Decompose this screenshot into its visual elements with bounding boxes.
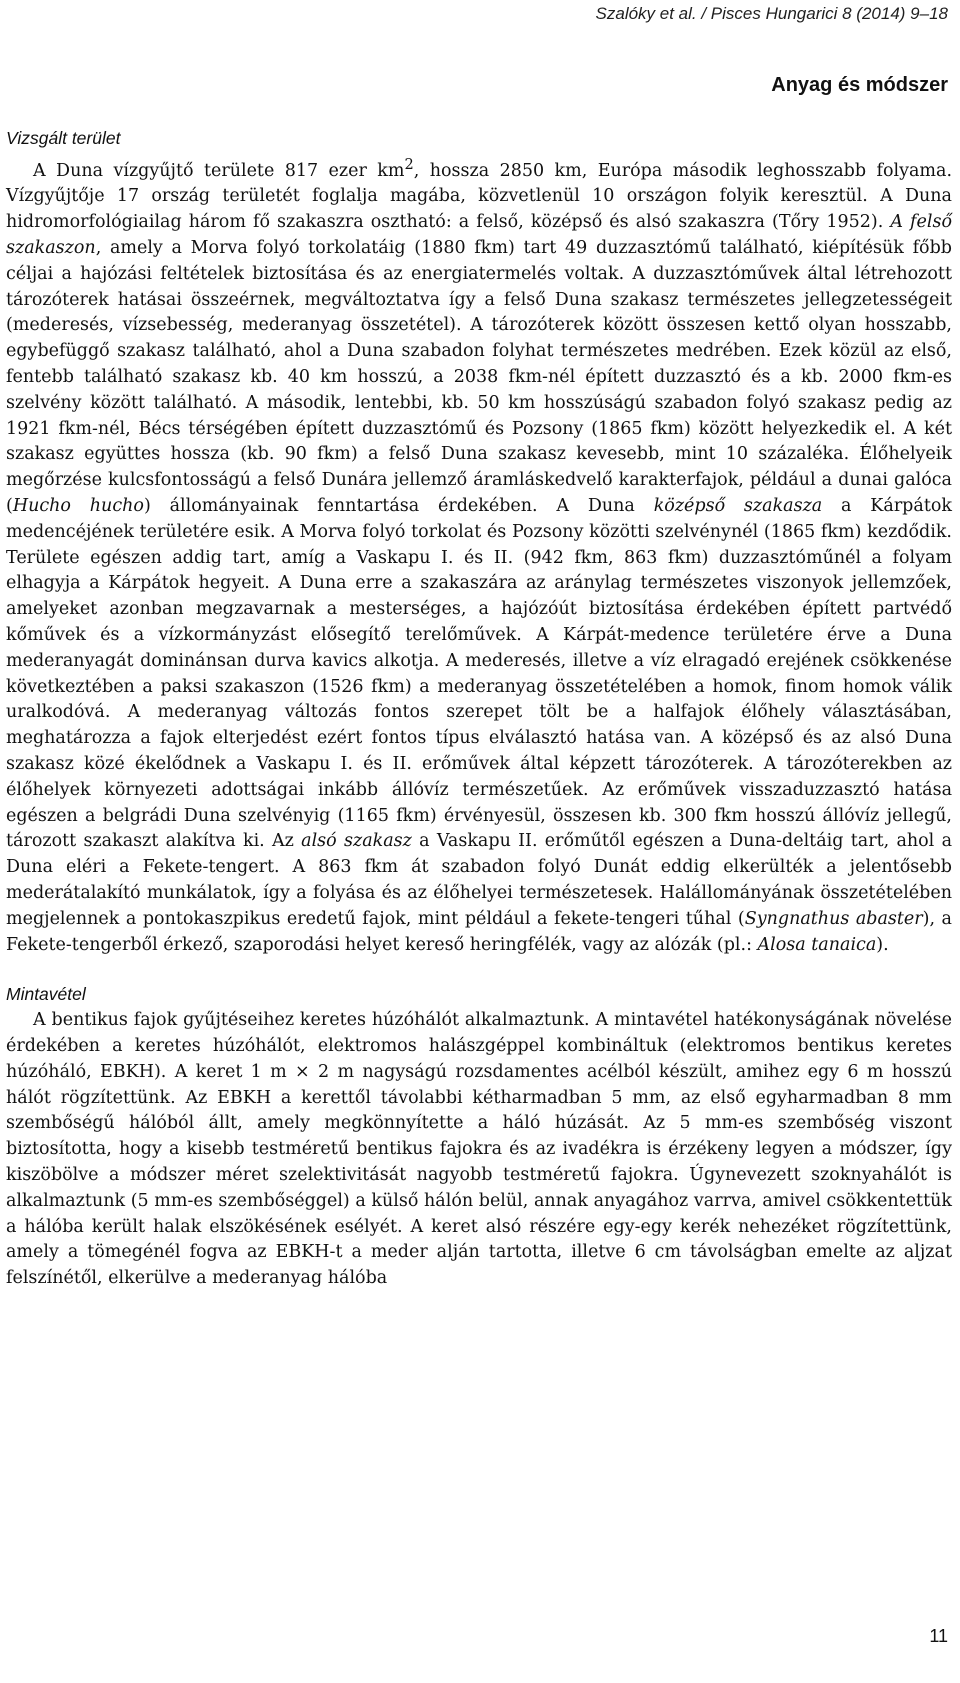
text-run: a Kárpátok medencéjének területére esik. A Morva folyó torkolat és Pozsony közötti szelvénynél (1865 fkm) kezdődik. Területe egészen addig tart, amíg a Vaskapu I. és II. (942 fkm, 863 fkm) duzzasztóműnél a folyam elhagyja a Kárpátok hegyeit. A Duna erre a szakaszára az aránylag természetes viszonyok jellemzőek, amelyeket azonban megzavarnak a mesterséges, a hajózóút biztosítása érdekében épített partvédő kőművek és a vízkormányzást elősegítő terelőművek. A Kárpát-medence területére érve a Duna mederanyagát dominánsan durva kavics alkotja. A mederesés, illetve a víz elragadó erejének csökkenése következtében a paksi szakaszon (1526 fkm) a mederanyag összetételében a homok, finom homok válik uralkodóvá. A mederanyag változás fontos szerepet tölt be a halfajok élőhely választásában, meghatározza a fajok elterjedést ezért fontos típus elválasztó hatása van. A középső és az alsó Duna szakasz közé ékelődnek a Vaskapu I. és II. erőművek által képzett tározóterek. A tározóterekben az élőhelyek környezeti adottságai inkább állóvíz természetűek. Az erőművek visszaduzzasztó hatása egészen a belgrádi Duna szelvényig (1165 fkm) érvényesül, összesen kb. 300 fkm hosszú állóvíz jellegű, tározott szakaszt alakítva ki. Az bbox=[6, 495, 952, 852]
running-head: Szalóky et al. / Pisces Hungarici 8 (2014) 9–18 bbox=[595, 4, 948, 23]
page-number: 11 bbox=[929, 1626, 948, 1646]
species-name: Syngnathus abaster bbox=[744, 908, 923, 929]
species-name: Hucho hucho bbox=[12, 495, 144, 516]
italic-term: középső szakasza bbox=[653, 495, 823, 516]
study-area-paragraph bbox=[6, 152, 952, 959]
text-run: ) állományainak fenntartása érdekében. A Duna bbox=[143, 495, 654, 516]
text-run: A Duna vízgyűjtő területe 817 ezer km bbox=[33, 160, 405, 181]
italic-term: A felső szakaszon bbox=[6, 212, 952, 259]
species-name: Alosa tanaica bbox=[757, 934, 877, 955]
text-run: ). bbox=[876, 934, 889, 955]
article-body bbox=[6, 126, 952, 1292]
text-run: ), a Fekete-tengerből érkező, szaporodási helyet kereső heringfélék, vagy az alózák (pl.: bbox=[6, 908, 952, 955]
section-title: Anyag és módszer bbox=[771, 74, 948, 96]
subsection-heading-study-area: Vizsgált terület bbox=[6, 128, 121, 148]
subsection-heading-sampling: Mintavétel bbox=[6, 984, 86, 1005]
superscript: 2 bbox=[404, 155, 414, 173]
sampling-paragraph: A bentikus fajok gyűjtéseihez keretes húzóhálót alkalmaztunk. A mintavétel hatékonyságának növelése érdekében a keretes húzóhálót, elektromos halászgéppel kombináltuk (elektromos bentikus keretes húzóháló, EBKH). A keret 1 m × 2 m nagyságú rozsdamentes acélból készült, amihez egy 6 m hosszú hálót rögzítettünk. Az EBKH a kerettől távolabbi kétharmadban 5 mm, az első egyharmadban 8 mm szembőségű hálóból állt, amely megkönnyítette a háló húzását. Az 5 mm-es szembőség viszont biztosította, hogy a kisebb testméretű bentikus fajokra és az ivadékra is érzékeny legyen a módszer, így kiszöbölve a módszer méret szelektivitását nagyobb testméretű fajokra. Úgynevezett szoknyahálót is alkalmaztunk (5 mm-es szembőséggel) a külső hálón belül, annak anyagához varrva, amivel csökkentettük a hálóba került halak elszökésének esélyét. A keret alsó részére egy-egy kerék nehezéket rögzítettünk, amely a tömegénél fogva az EBKH-t a meder alján tartotta, illetve 6 cm távolságban emelte az aljzat felszínétől, elkerülve a mederanyag hálóba bbox=[6, 1010, 952, 1289]
italic-term: alsó szakasz bbox=[301, 831, 412, 852]
text-run: , amely a Morva folyó torkolatáig (1880 fkm) tart 49 duzzasztómű található, kiépítésük főbb céljai a hajózási feltételek biztosítása és az energiatermelés voltak. A duzzasztóművek által létrehozott tározóterek hatásai összeérnek, megváltoztatva így a felső Duna szakasz természetes jellegzetességeit (mederesés, vízsebesség, mederanyag összetétel). A tározóterek között összesen kettő olyan hosszabb, egybefüggő szakasz található, ahol a Duna szabadon folyhat természetes medrében. Ezek közül az első, fentebb található szakasz kb. 40 km hosszú, a 2038 fkm-nél épített duzzasztó és a kb. 2000 fkm-es szelvény között található. A második, lentebbi, kb. 50 km hosszúságú szabadon folyó szakasz pedig az 1921 fkm-nél, Bécs térségében épített duzzasztómű és Pozsony (1865 fkm) között helyezkedik el. A két szakasz együttes hossza (kb. 90 fkm) a felső Duna szakasz kevesebb, mint 10 százaléka. Élőhelyeik megőrzése kulcsfontosságú a felső Dunára jellemző áramláskedvelő karakterfajok, például a dunai galóca ( bbox=[6, 238, 952, 516]
text-run: , hossza 2850 km, Európa második leghosszabb folyama. Vízgyűjtője 17 ország területét foglalja magába, közvetlenül 10 országon folyik keresztül. A Duna hidromorfológiailag három fő szakaszra osztható: a felső, középső és alsó szakaszra (Tőry 1952). bbox=[6, 160, 953, 233]
text-run: a Vaskapu II. erőműtől egészen a Duna-deltáig tart, ahol a Duna eléri a Fekete-tengert. A 863 fkm át szabadon folyó Dunát eddig elkerülték a jelentősebb mederátalakító munkálatok, így a folyása és az élőhelyei természetesek. Halállományának összetételében megjelennek a pontokaszpikus eredetű fajok, mint például a fekete-tengeri tűhal ( bbox=[6, 831, 952, 929]
